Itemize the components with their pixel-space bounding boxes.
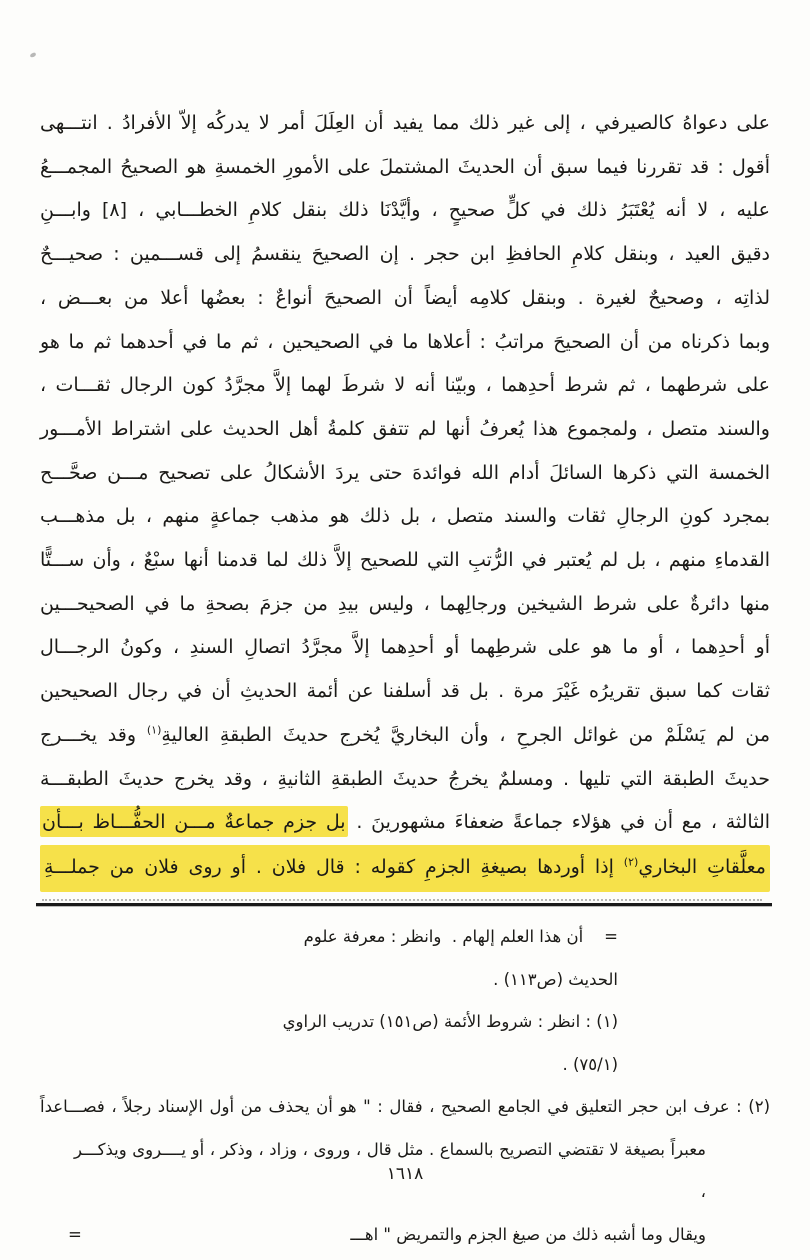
main-text-line: القدماءِ منهم ، بل لم يُعتبر في الرُّتبِ التي للصحيح إلاَّ ذلك لما قدمنا أنها سبْعٌ ، وأن ســـتًّا [40,549,770,572]
footnote-text: = أن هذا العلم إلهام . وانظر : معرفة علوم الحديث (ص١١٣) . [303,927,618,989]
main-text-line: لذاتِه ، وصحيحٌ لغيرة . وبنقل كلامِه أيضاً أن الصحيحَ أنواعٌ : بعضُها أعلا من بعـــض ، [40,286,770,309]
main-text-line: والسند متصل ، ولمجموع هذا يُعرفُ أنها لم تتفق كلمةُ أهل الحديث على اشتراط الأمـــور [40,417,770,440]
footnote-ref: (٢) [623,855,639,869]
scan-noise-line [42,899,762,901]
main-text-line: أو أحدِهما ، أو ما هو على شرطِهما أو أحدِهما إلاَّ مجرَّدُ اتصالِ السندِ ، وكونُ الرجـــال [40,636,770,659]
main-text-line [40,845,770,892]
main-text-line: بمجرد كونِ الرجالِ ثقات والسند متصل ، بل ذلك هو مذهب جماعةٍ منهم ، بل مذهـــب [40,505,770,528]
footnote-ref: (١) [146,723,162,737]
footnote-line [40,1001,770,1086]
footnote-text: (٢) : عرف ابن حجر التعليق في الجامع الصحيح ، فقال : " هو أن يحذف من أول الإسناد رجلاً ، فصـــاعداً [40,1097,770,1116]
separator-rule [36,903,772,906]
main-text-line: ثقات كما سبق تقريرُه غَيْرَ مرة . بل قد أسلفنا عن أئمة الحديثِ أن في رجال الصحيحين [40,680,770,703]
scan-speck [30,52,37,58]
main-text-line: عليه ، لا أنه يُعْتَبَرُ ذلك في كلٍّ صحيحٍ ، وأيَّدْنَا ذلك بنقل كلامِ الخطـــابي ، [٨] وابـــنِ [40,199,771,222]
line-text: الثالثة ، مع أن في هؤلاء جماعةً ضعفاءَ مشهورينَ . [347,811,771,834]
main-text-line: من لم يَسْلَمْ من غوائل الجرحِ ، وأن البخاريَّ يُخرج حديثَ الطبقةِ العاليةِ$^{(١)}$ وقد يخـــرج [40,723,770,746]
main-text-line: وبما ذكرناه من أن الصحيحَ مراتبُ : أعلاها ما في الصحيحين ، ثم ما في أحدهما ثم ما هو [40,330,770,353]
footnote-line [40,1214,770,1257]
highlight-mark: بل جزم جماعةٌ مـــن الحفُّـــاظ بـــأن [40,806,348,837]
page-number: ١٦١٨ [386,1164,424,1184]
main-text-line: منها دائرةٌ على شرط الشيخين ورجالِهما ، وليس بيدِ من جزمَ بصحةِ ما في الصحيحـــين [40,592,770,615]
footnotes-block [40,916,770,1256]
footnote-text: (١) : انظر : شروط الأئمة (ص١٥١) تدريب الراوي (٧٥/١) . [282,1012,618,1074]
footnote-line [40,916,770,1001]
footnote-continuation-marker: = [68,1224,82,1244]
main-text-line: دقيق العيد ، وبنقل كلامِ الحافظِ ابن حجر . إن الصحيحَ ينقسمُ إلى قســـمين : صحيـــحٌ [40,243,770,266]
footnote-separator [36,899,772,909]
footnote-text: ويقال وما أشبه ذلك من صيغ الجزم والتمريض " اهـــ [350,1224,706,1244]
highlight-mark: معلَّقاتِ البخاري$^{(٢)}$ إذا أوردها بصيغةِ الجزمِ كقوله : قال فلان . أو روى فلان من جملـــةِ [40,845,770,892]
main-text-line: على دعواهُ كالصيرفي ، إلى غير ذلك مما يفيد أن العِلَلَ أمر لا يدركُه إلاّ الأفرادُ . انتـــهى [40,112,770,134]
main-text-block [40,102,770,892]
main-text-line: حديثَ الطبقة التي تليها . ومسلمٌ يخرجُ حديثَ الطبقةِ الثانيةِ ، وقد يخرج حديثَ الطبقـــة [40,767,770,790]
footnote-text: معبراً بصيغة لا تقتضي التصريح بالسماع . مثل قال ، وروى ، وزاد ، وذكر ، أو يــــروى ويذكـــر ، [74,1139,706,1201]
main-text-line: أقول : قد تقررنا فيما سبق أن الحديثَ المشتملَ على الأمورِ الخمسةِ هو الصحيحُ المجمـــعُ [40,155,770,178]
footnote-line [40,1086,770,1129]
main-text-line: الخمسة التي ذكرها السائلَ أدام الله فوائدهَ حتى يردَ الأشكالُ على تصحيح مـــن صحَّـــح [40,461,770,484]
main-text-line [40,801,770,845]
main-text-line: على شرطهما ، ثم شرط أحدِهما ، وبيّنا أنه لا شرطَ لهما إلاَّ مجرَّدُ كون الرجال ثقـــات ، [40,374,770,397]
